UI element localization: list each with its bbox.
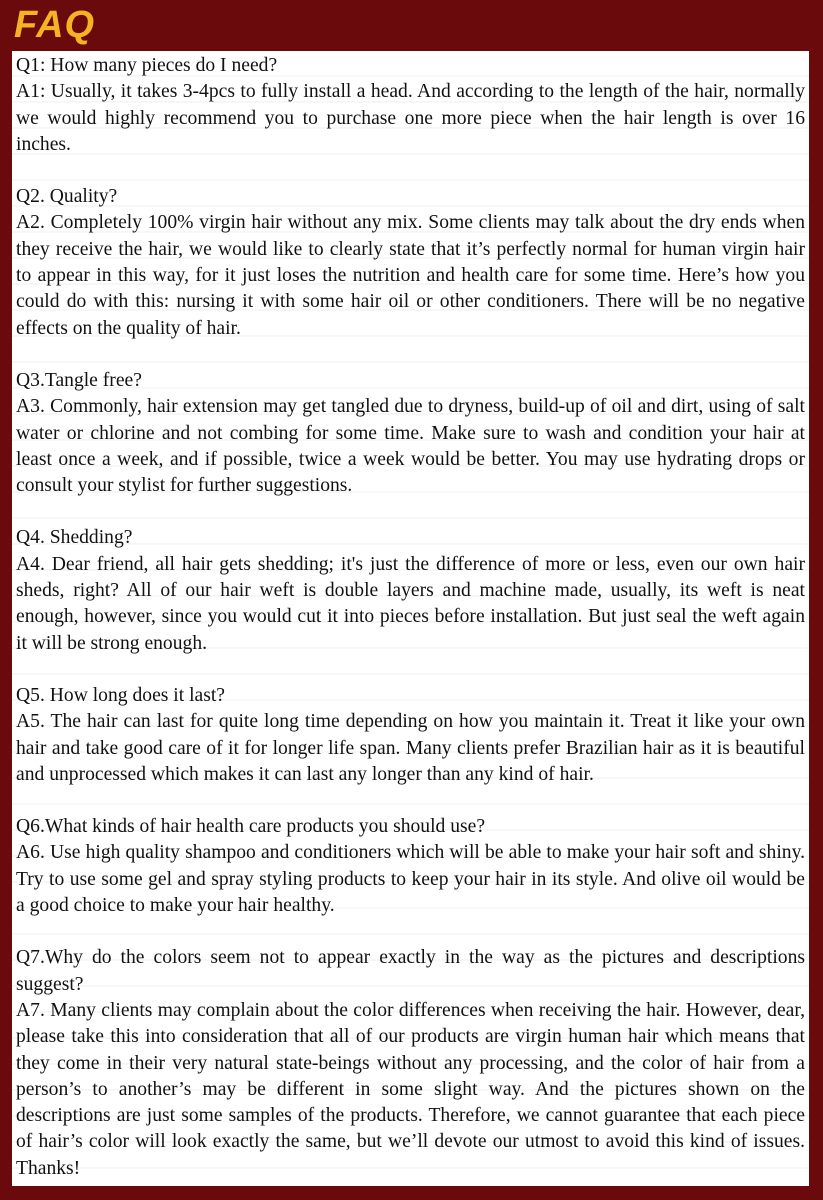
faq-answer-3: A3. Commonly, hair extension may get tangled due to dryness, build-up of oil and dirt, using of salt water or chlorine and not combing for some time. Make sure to wash and condition your hair at least once a week, and if possible, twice a week would be better. You may use hydrating drops or consult your stylist for further suggestions. [16,396,805,497]
faq-answer-6: A6. Use high quality shampoo and conditioners which will be able to make your hair soft and shiny. Try to use some gel and spray styling products to keep your hair in its style. And olive oil would be a good choice to make your hair healthy. [16,842,805,917]
faq-item-2 [16,184,805,342]
faq-question-5: Q5. How long does it last? [16,684,225,706]
faq-panel [12,51,809,1186]
faq-item-1 [16,53,805,158]
faq-question-1: Q1: How many pieces do I need? [16,55,278,76]
faq-item-3 [16,368,805,499]
faq-item-4 [16,525,805,656]
faq-question-3: Q3.Tangle free? [16,369,142,391]
faq-question-7: Q7.Why do the colors seem not to appear exactly in the way as the pictures and descriptions suggest? [16,947,805,995]
faq-question-4: Q4. Shedding? [16,527,133,549]
faq-answer-7: A7. Many clients may complain about the color differences when receiving the hair. However, dear, please take this into consideration that all of our products are virgin human hair which means that they come in their very natural state-beings without any processing, and the color of hair from a person’s to another’s may be different in some slight way. And the pictures shown on the descriptions are just some samples of the products. Therefore, we cannot guarantee that each piece of hair’s color will look exactly the same, but we’ll devote our utmost to avoid this kind of issues. Thanks! [16,999,805,1179]
faq-answer-5: A5. The hair can last for quite long time depending on how you maintain it. Treat it like your own hair and take good care of it for longer life span. Many clients prefer Brazilian hair as it is beautiful and unprocessed which makes it can last any longer than any kind of hair. [16,711,805,785]
faq-answer-2: A2. Completely 100% virgin hair without any mix. Some clients may talk about the dry ends when they receive the hair, we would like to clearly state that it’s perfectly normal for human virgin hair to appear in this way, for it just loses the nutrition and health care for some time. Here’s how you could do with this: nursing it with some hair oil or other conditioners. There will be no negative effects on the quality of hair. [16,212,805,339]
faq-question-6: Q6.What kinds of hair health care products you should use? [16,816,486,838]
faq-answer-4: A4. Dear friend, all hair gets shedding; it's just the difference of more or less, even our own hair sheds, right? All of our hair weft is double layers and machine made, usually, its weft is neat enough, however, since you would cut it into pieces before installation. But just seal the weft again it will be strong enough. [16,553,805,654]
faq-answer-1: A1: Usually, it takes 3-4pcs to fully install a head. And according to the length of the hair, normally we would highly recommend you to purchase one more piece when the hair length is over 16 inches. [16,81,805,155]
faq-item-5 [16,683,805,788]
faq-item-7 [16,945,805,1182]
faq-question-2: Q2. Quality? [16,186,118,208]
faq-item-6 [16,814,805,919]
faq-title: FAQ [14,4,96,46]
